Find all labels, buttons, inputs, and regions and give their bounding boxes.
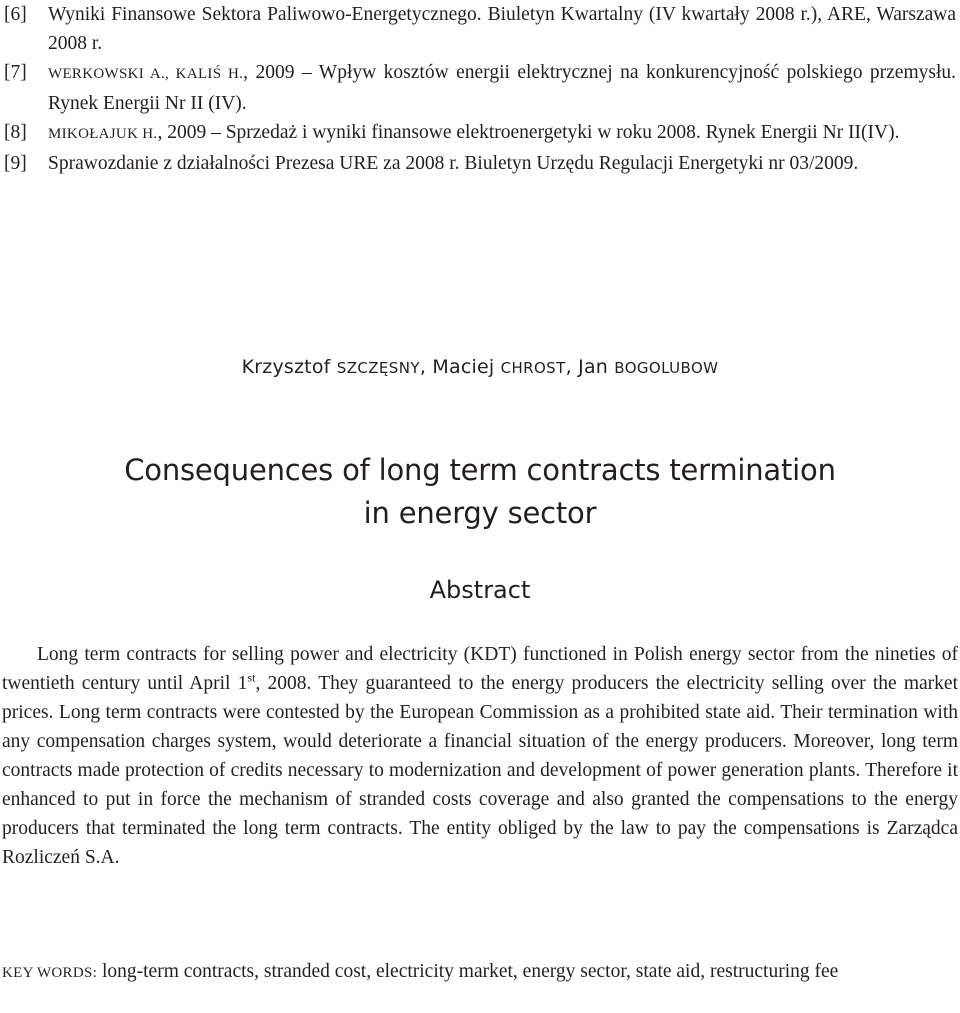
reference-item — [0, 0, 960, 58]
ordinal-superscript: st — [247, 670, 256, 685]
reference-number: [6] — [4, 4, 27, 25]
abstract-text: Long term contracts for selling power and electricity (KDT) functioned in Polish energy sector from the nineties of twentieth century until April 1 — [2, 644, 958, 694]
reference-item — [0, 118, 960, 149]
reference-item — [0, 149, 960, 178]
abstract-text: , 2008. They guaranteed to the energy producers the electricity selling over the market prices. Long term contracts were contested by the European Commission as a prohibited state aid. Their termination with any compensation charges system, would deteriorate a financial situation of the energy producers. Moreover, long term contracts made protection of credits necessary to modernization and development of power generation plants. Therefore it enhanced to put in force the mechanism of stranded costs coverage and also granted the compensations to the energy producers that terminated the long term contracts. The entity obliged by the law to pay the compensations is Zarządca Rozliczeń S.A. — [2, 673, 958, 868]
reference-list — [0, 0, 960, 178]
abstract-body — [2, 640, 958, 872]
author-surname: BOGOLUBOW — [614, 359, 719, 377]
reference-body — [48, 118, 956, 149]
reference-body — [48, 58, 956, 118]
author-first-name: Krzysztof — [241, 356, 337, 378]
paper-title — [0, 449, 960, 535]
reference-text: , 2009 – Sprzedaż i wyniki finansowe elektroenergetyki w roku 2008. Rynek Energii Nr II(IV). — [157, 122, 900, 143]
reference-text: Sprawozdanie z działalności Prezesa URE za 2008 r. Biuletyn Urzędu Regulacji Energetyki nr 03/2009. — [48, 153, 859, 174]
reference-number: [8] — [4, 122, 27, 143]
title-line: Consequences of long term contracts termination — [124, 453, 836, 487]
keywords — [2, 957, 958, 988]
reference-text: , 2009 – Wpływ kosztów energii elektrycznej na konkurencyjność polskiego przemysłu. Rynek Energii Nr II (IV). — [48, 62, 956, 114]
author-first-name: , Jan — [565, 356, 615, 378]
author-surname: CHROST — [500, 359, 566, 377]
keywords-label: KEY WORDS: — [2, 965, 98, 981]
reference-number: [9] — [4, 153, 27, 174]
reference-authors: WERKOWSKI A., KALIŚ H. — [48, 66, 244, 82]
keywords-text: long-term contracts, stranded cost, electricity market, energy sector, state aid, restructuring fee — [97, 961, 839, 982]
reference-authors: MIKOŁAJUK H. — [48, 126, 158, 142]
reference-text: Wyniki Finansowe Sektora Paliwowo-Energetycznego. Biuletyn Kwartalny (IV kwartały 2008 r.), ARE, Warszawa 2008 r. — [48, 4, 956, 54]
title-line: in energy sector — [363, 496, 597, 530]
author-first-name: , Maciej — [419, 356, 501, 378]
abstract-heading: Abstract — [429, 576, 531, 604]
reference-item — [0, 58, 960, 118]
author-line — [0, 352, 960, 383]
author-surname: SZCZĘSNY — [336, 359, 420, 377]
reference-number: [7] — [4, 62, 27, 83]
